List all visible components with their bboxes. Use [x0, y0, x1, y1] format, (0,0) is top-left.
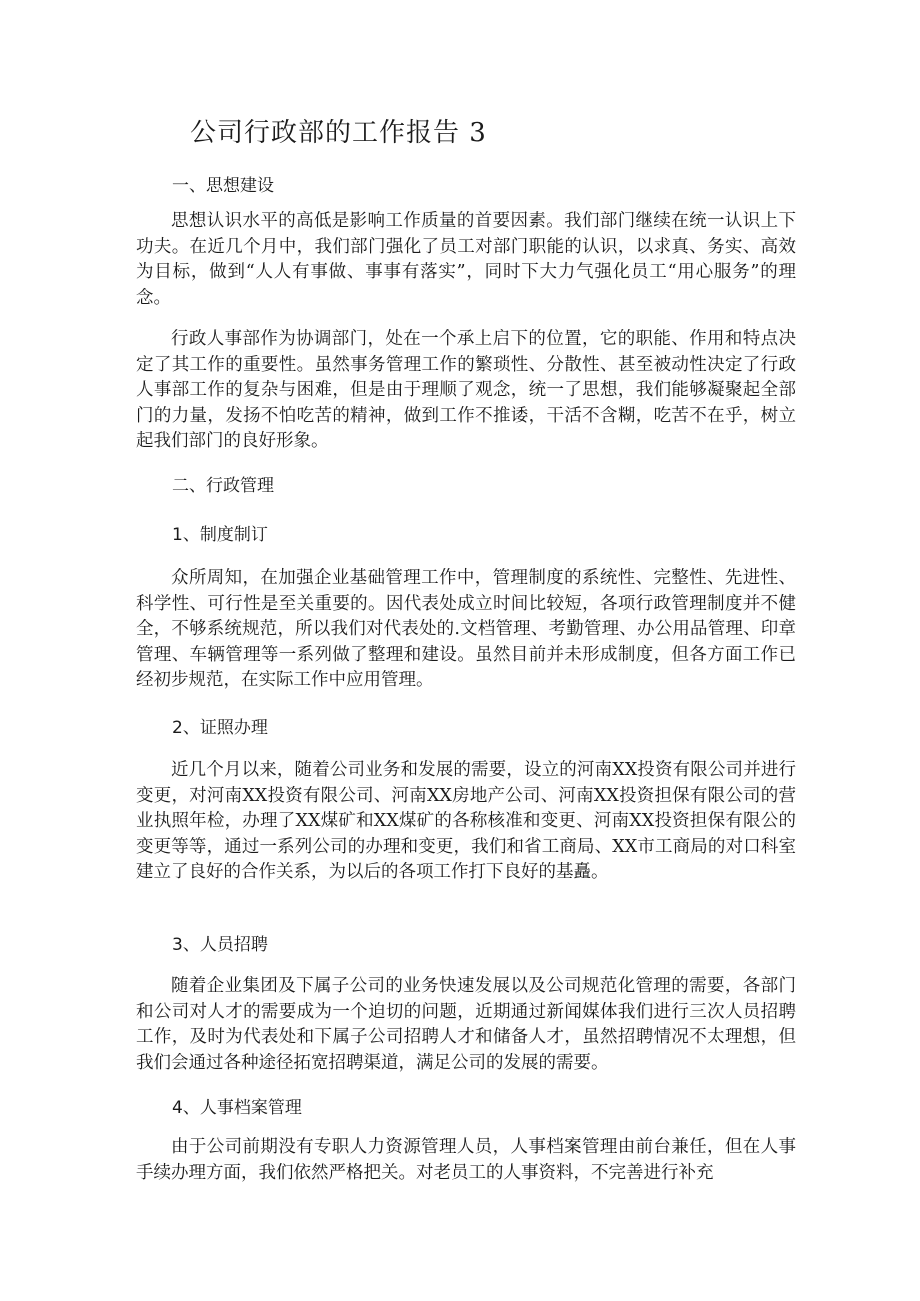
- subsection-heading-recruitment: 3、人员招聘: [172, 935, 268, 955]
- subsection-heading-personnel-files: 4、人事档案管理: [172, 1098, 302, 1118]
- paragraph: 近几个月以来，随着公司业务和发展的需要，设立的河南XX投资有限公司并进行变更，对河南XX投资有限公司、河南XX房地产公司、河南XX投资担保有限公司的营业执照年检，办理了XX煤矿和XX煤矿的各称核准和变更、河南XX投资担保有限公的变更等等，通过一系列公司的办理和变更，我们和省工商局、XX市工商局的对口科室建立了良好的合作关系，为以后的各项工作打下良好的基矗。: [136, 760, 796, 882]
- page-title: 公司行政部的工作报告 3: [190, 118, 487, 148]
- subsection-heading-rules: 1、制度制订: [172, 525, 268, 545]
- paragraph: 思想认识水平的高低是影响工作质量的首要因素。我们部门继续在统一认识上下功夫。在近几个月中，我们部门强化了员工对部门职能的认识，以求真、务实、高效为目标，做到“人人有事做、事事有落实”，同时下大力气强化员工“用心服务”的理念。: [136, 211, 796, 308]
- subsection-heading-licenses: 2、证照办理: [172, 718, 268, 738]
- paragraph: 行政人事部作为协调部门，处在一个承上启下的位置，它的职能、作用和特点决定了其工作的重要性。虽然事务管理工作的繁琐性、分散性、甚至被动性决定了行政人事部工作的复杂与困难，但是由于理顺了观念，统一了思想，我们能够凝聚起全部门的力量，发扬不怕吃苦的精神，做到工作不推诿，干活不含糊，吃苦不在乎，树立起我们部门的良好形象。: [136, 329, 796, 451]
- paragraph: 随着企业集团及下属子公司的业务快速发展以及公司规范化管理的需要，各部门和公司对人才的需要成为一个迫切的问题，近期通过新闻媒体我们进行三次人员招聘工作，及时为代表处和下属子公司招聘人才和储备人才，虽然招聘情况不太理想，但我们会通过各种途径拓宽招聘渠道，满足公司的发展的需要。: [136, 976, 796, 1073]
- section-heading-admin: 二、行政管理: [172, 476, 274, 496]
- paragraph: 众所周知，在加强企业基础管理工作中，管理制度的系统性、完整性、先进性、科学性、可行性是至关重要的。因代表处成立时间比较短，各项行政管理制度并不健全，不够系统规范，所以我们对代表处的.文档管理、考勤管理、办公用品管理、印章管理、车辆管理等一系列做了整理和建设。虽然目前并未形成制度，但各方面工作已经初步规范，在实际工作中应用管理。: [136, 568, 796, 690]
- section-heading-ideology: 一、思想建设: [172, 176, 274, 196]
- paragraph: 由于公司前期没有专职人力资源管理人员，人事档案管理由前台兼任，但在人事手续办理方面，我们依然严格把关。对老员工的人事资料，不完善进行补充: [136, 1137, 796, 1183]
